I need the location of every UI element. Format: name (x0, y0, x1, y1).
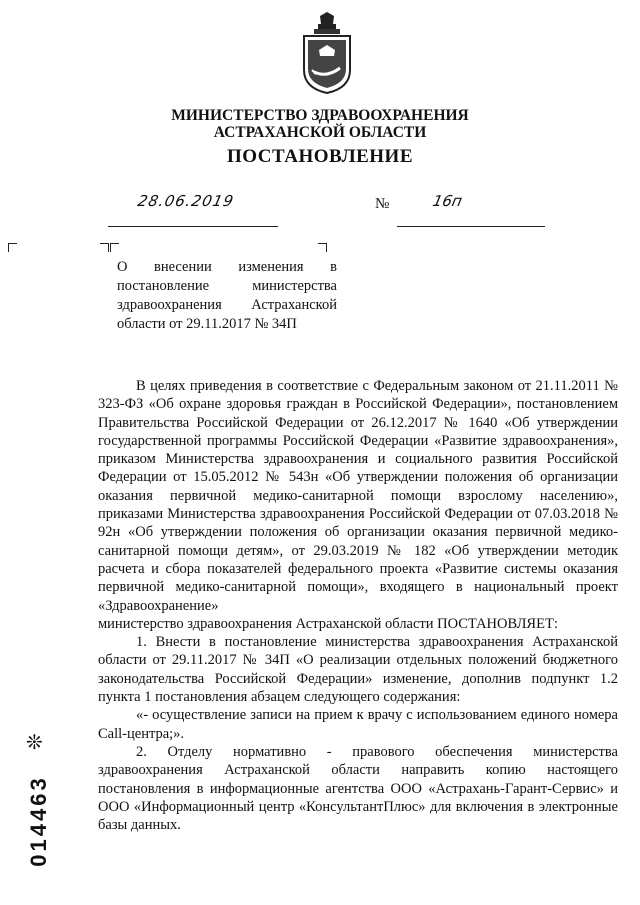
item-1-quote-paragraph: «- осуществление записи на прием к врачу с использованием единого номера Call-центра;». (98, 707, 618, 742)
document-title: ПОСТАНОВЛЕНИЕ (226, 146, 414, 167)
corner-mark-right (318, 243, 327, 252)
stamp-mark-icon: ❊ (26, 732, 43, 754)
document-number: 16п (431, 192, 464, 210)
number-underline (397, 208, 545, 227)
item-1-paragraph: 1. Внести в постановление министерства здравоохранения Астраханской области от 29.11.2017 № 34П «О реализации отдельных положений бюджетного законодательства Российской Федерации» изменение, дополнив подпункт 1.2 пункта 1 постановления абзацем следующего содержания: (98, 634, 618, 706)
corner-mark-mid-left (100, 243, 109, 252)
corner-mark-left (8, 243, 17, 252)
date-underline (108, 208, 278, 227)
ministry-name-line2: АСТРАХАНСКОЙ ОБЛАСТИ (213, 124, 427, 141)
document-body (98, 377, 618, 834)
document-date: 28.06.2019 (136, 192, 236, 210)
corner-mark-mid-right (110, 243, 119, 252)
item-2-paragraph: 2. Отделу нормативно - правового обеспечения министерства здравоохранения Астраханской области направить копию настоящего постановления в информационные агентства ООО «Астрахань-Гарант-Сервис» и ООО «Информационный центр «КонсультантПлюс» для включения в электронные базы данных. (98, 743, 618, 834)
preamble-paragraph: В целях приведения в соответствие с Федеральным законом от 21.11.2011 № 323-ФЗ «Об охране здоровья граждан в Российской Федерации», постановлением Правительства Российской Федерации от 26.12.2017 № 1640 «Об утверждении государственной программы Российской Федерации «Развитие здравоохранения», приказом Министерства здравоохранения и социального развития Российской Федерации от 15.05.2012 № 543н «Об утверждении положения об организации оказания первичной медико-санитарной помощи взрослому населению», приказами Министерства здравоохранения Российской Федерации от 07.03.2018 № 92н «Об утверждении положения об организации оказания первичной медико-санитарной помощи детям», от 29.03.2019 № 182 «Об утверждении методик расчета и сбора показателей федерального проекта «Развитие системы оказания первичной медико-санитарной помощи», входящего в национальный проект «Здравоохранение» (98, 378, 618, 614)
stamp-serial-number: 014463 (26, 775, 51, 867)
coat-of-arms-icon (300, 12, 354, 94)
number-sign: № (375, 196, 390, 212)
ministry-name-line1: МИНИСТЕРСТВО ЗДРАВООХРАНЕНИЯ (171, 107, 469, 124)
resolution-line: министерство здравоохранения Астраханской области ПОСТАНОВЛЯЕТ: (98, 615, 558, 632)
document-subject: О внесении изменения в постановление министерства здравоохранения Астраханской области от 29.11.2017 № 34П (117, 259, 337, 332)
serial-stamp (22, 730, 52, 867)
